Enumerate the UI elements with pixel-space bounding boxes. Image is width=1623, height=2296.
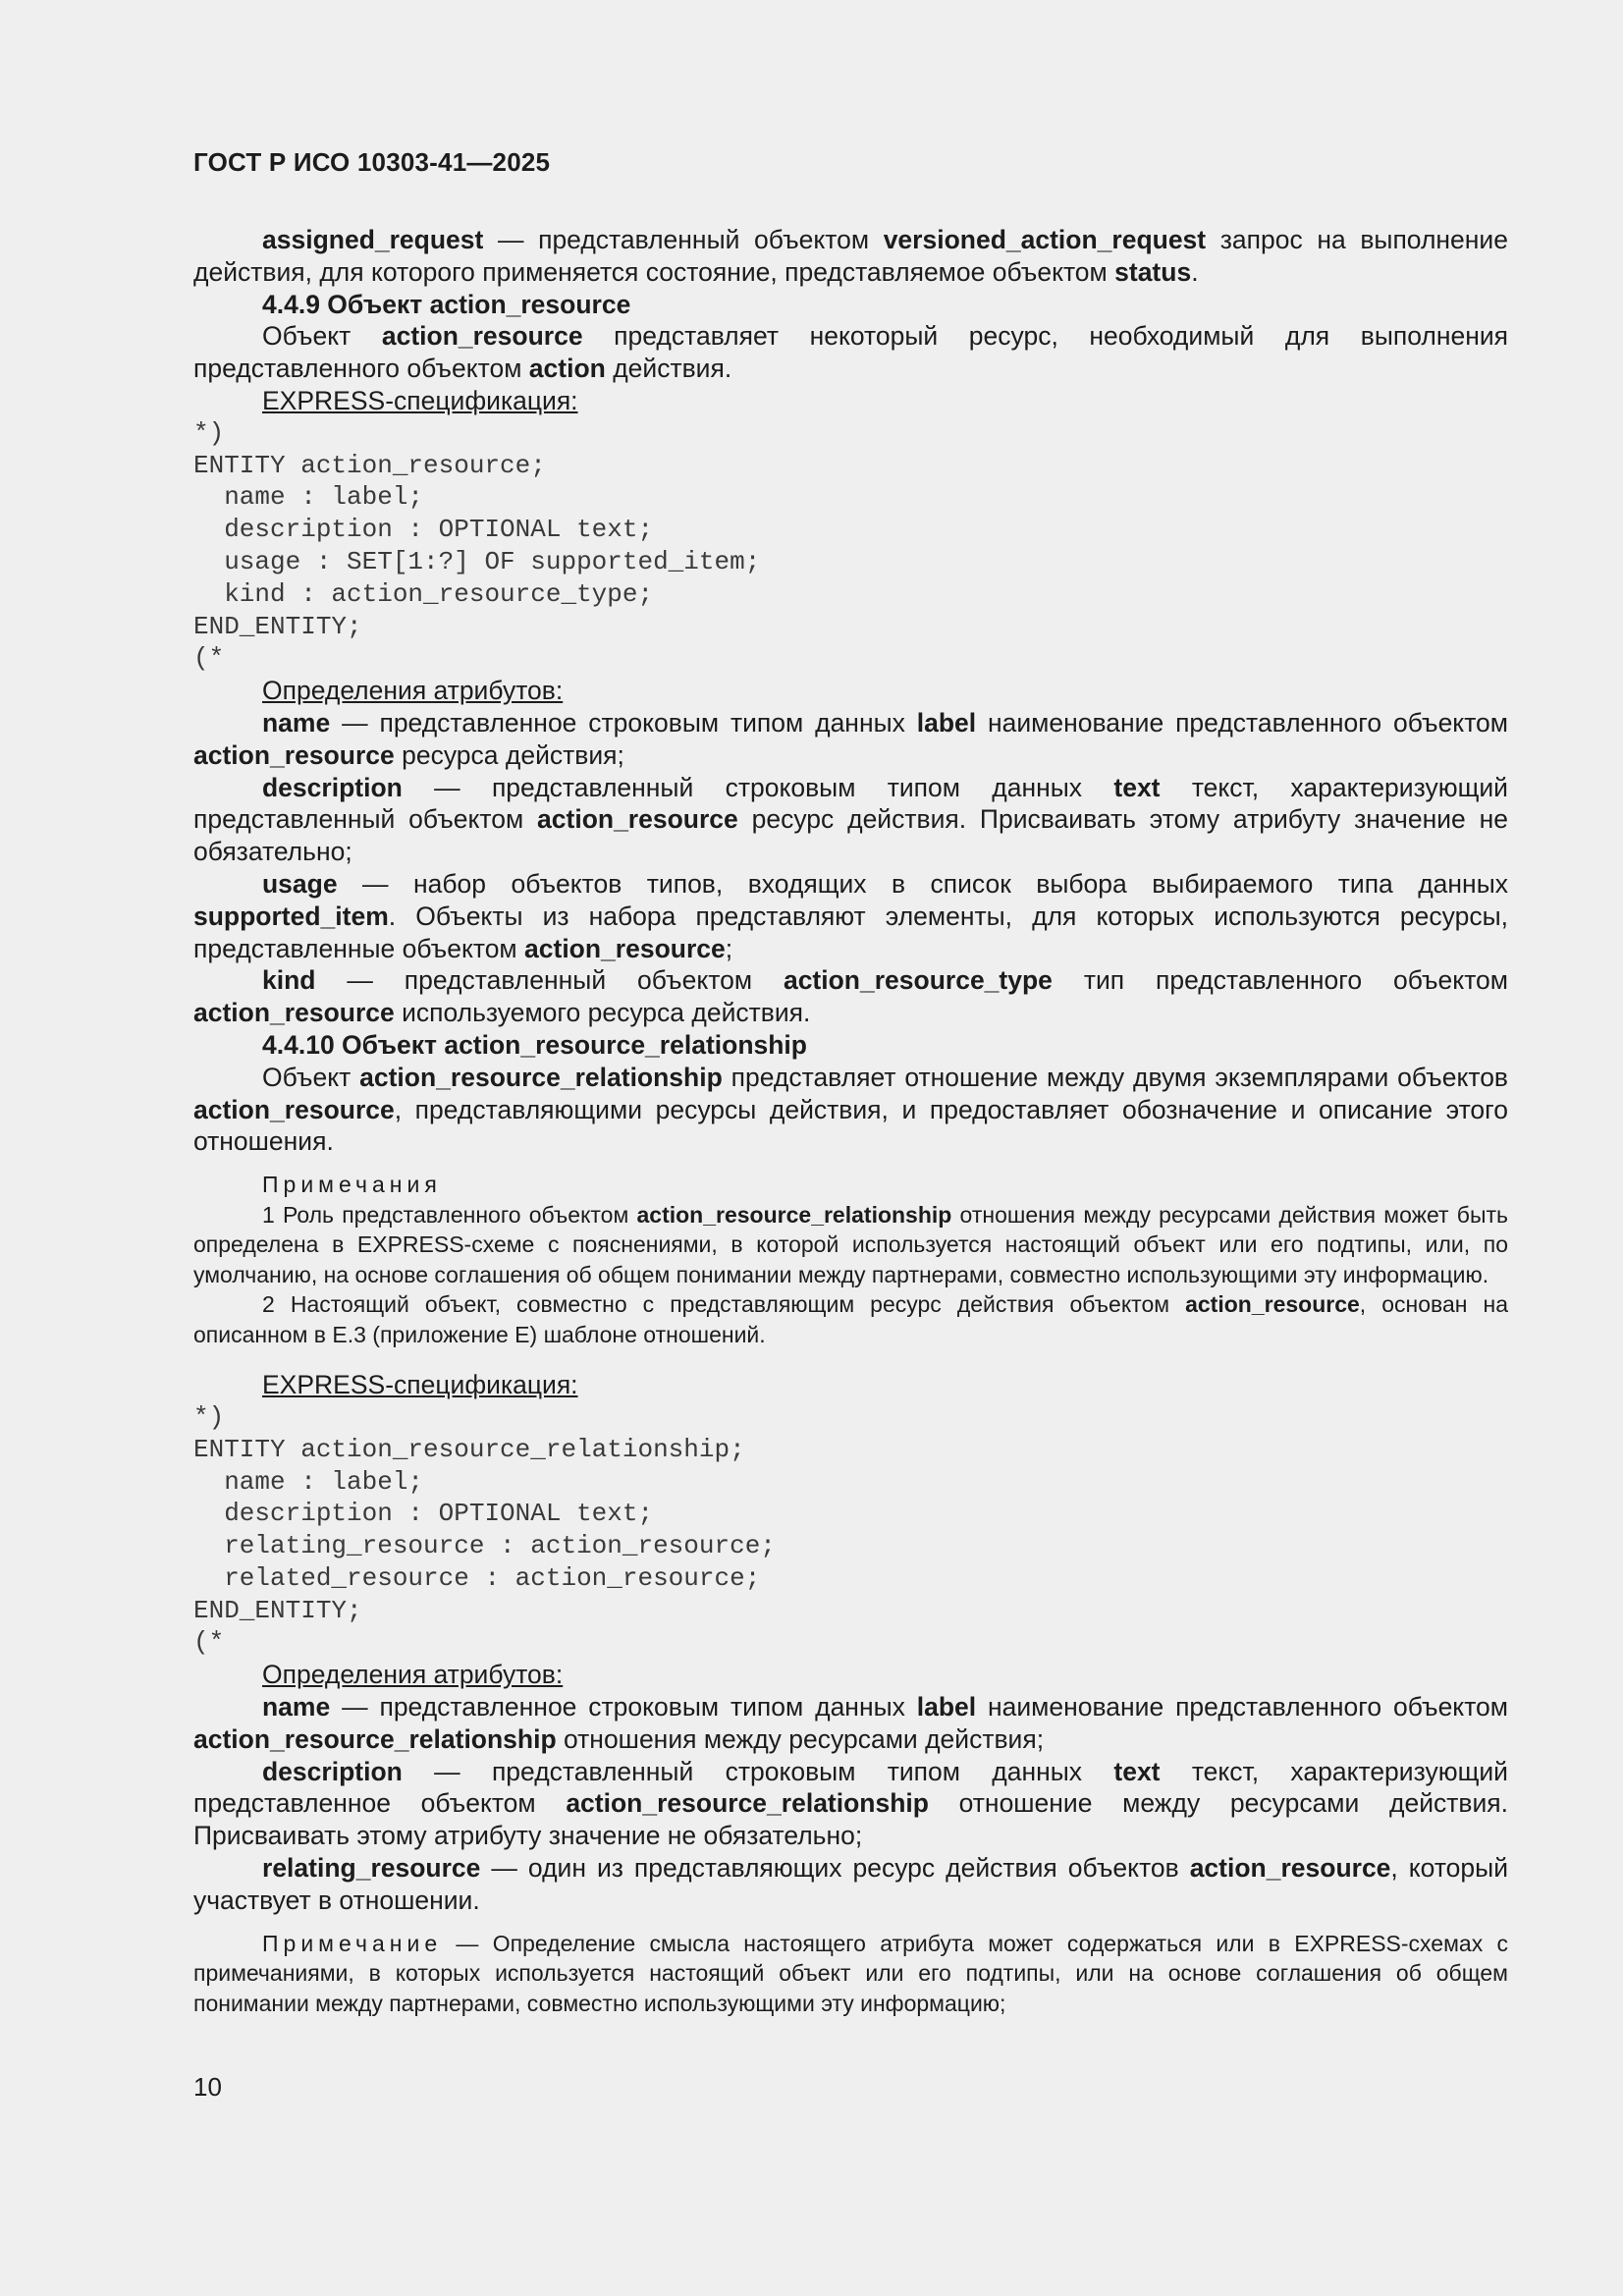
page-number: 10 [193, 2072, 222, 2102]
attr-relating-resource: relating_resource — один из представляющих ресурс действия объектов action_resource, который участвует в отношении. [193, 1853, 1509, 1915]
paragraph-relationship-intro: Объект action_resource_relationship представляет отношение между двумя экземплярами объектов action_resource, представляющими ресурсы действия, и предоставляет обозначение и описание этого отношения. [193, 1062, 1509, 1157]
attribute-definitions-label-2: Определения атрибутов: [262, 1660, 564, 1690]
page-header: ГОСТ Р ИСО 10303-41—2025 [193, 147, 551, 177]
note-1: 1 Роль представленного объектом action_resource_relationship отношения между ресурсами действия может быть определена в EXPRESS-схеме с пояснениями, в которой используется настоящий объект или его подтипы, или, по умолчанию, на основе соглашения об общем понимании между партнерами, совместно использующими эту информацию. [193, 1201, 1508, 1287]
note-2: 2 Настоящий объект, совместно с представляющим ресурс действия объектом action_resource, основан на описанном в Е.3 (приложение Е) шаблоне отношений. [193, 1291, 1508, 1347]
page-content [193, 224, 1508, 2018]
section-heading-4410: 4.4.10 Объект action_resource_relationship [262, 1029, 807, 1060]
notes-label: Примечания [262, 1172, 442, 1198]
express-code-action-resource: *) ENTITY action_resource; name : label; description : OPTIONAL text; usage : SET[1:?] OF supported_item; kind : action_resource_type; END_ENTITY; (* [193, 417, 761, 674]
attr-description-2: description — представленный строковым типом данных text текст, характеризующий представленное объектом action_resource_relationship отношение между ресурсами действия. Присваивать этому атрибуту значение не обязательно; [193, 1756, 1508, 1851]
attr-name: name — представленное строковым типом данных label наименование представленного объектом action_resource ресурса действия; [193, 707, 1508, 770]
paragraph-assigned-request: assigned_request — представленный объектом versioned_action_request запрос на выполнение действия, для которого применяется состояние, представляемое объектом status. [193, 225, 1508, 287]
attr-usage: usage — набор объектов типов, входящих в список выбора выбираемого типа данных supported_item. Объекты из набора представляют элементы, для которых используются ресурсы, представленные объектом action_resource; [193, 868, 1508, 963]
attribute-definitions-label: Определения атрибутов: [262, 676, 564, 706]
attr-kind: kind — представленный объектом action_resource_type тип представленного объектом action_resource используемого ресурса действия. [193, 965, 1508, 1028]
note-3: Примечание — Определение смысла настоящего атрибута может содержаться или в EXPRESS-схемах с примечаниями, в которых используется настоящий объект или его подтипы, или на основе соглашения об общем понимании между партнерами, совместно использующими эту информацию; [193, 1930, 1508, 2016]
attr-description: description — представленный строковым типом данных text текст, характеризующий представленный объектом action_resource ресурс действия. Присваивать этому атрибуту значение не обязательно; [193, 772, 1508, 867]
express-code-relationship: *) ENTITY action_resource_relationship; name : label; description : OPTIONAL text; relating_resource : action_resource; related_resource : action_resource; END_ENTITY; (* [193, 1401, 776, 1658]
section-heading-449: 4.4.9 Объект action_resource [262, 289, 631, 319]
express-spec-label: EXPRESS-спецификация: [262, 385, 578, 415]
express-spec-label-2: EXPRESS-спецификация: [262, 1370, 578, 1400]
paragraph-action-resource-intro: Объект action_resource представляет некоторый ресурс, необходимый для выполнения представленного объектом action действия. [193, 321, 1508, 384]
attr-name-2: name — представленное строковым типом данных label наименование представленного объектом action_resource_relationship отношения между ресурсами действия; [193, 1692, 1508, 1754]
